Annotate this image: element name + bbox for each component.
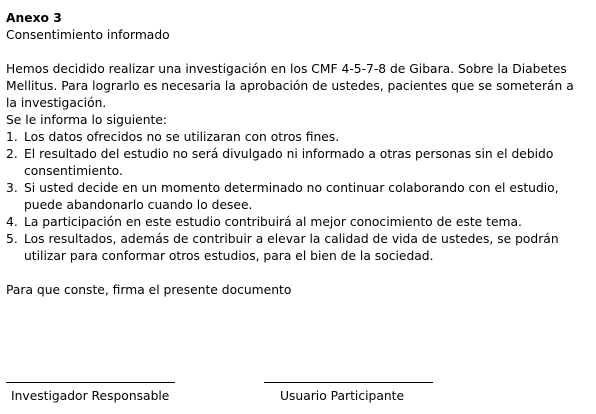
list-item	[6, 146, 592, 180]
signature-label: Investigador Responsable	[11, 389, 170, 403]
list-item-number: 5.	[6, 232, 18, 246]
intro-line-1: Hemos decidido realizar una investigación en los CMF 4-5-7-8 de Gibara. Sobre la Diabetes	[6, 62, 567, 76]
list-item-text: El resultado del estudio no será divulgado ni informado a otras personas sin el debido	[24, 147, 554, 161]
list-item	[6, 180, 592, 214]
list-item	[6, 214, 592, 231]
signature-participant	[264, 382, 433, 405]
intro-line-4: Se le informa lo siguiente:	[6, 113, 168, 127]
list-item-number: 3.	[6, 181, 18, 195]
spacer	[6, 265, 592, 282]
list-item	[6, 231, 592, 265]
closing-statement: Para que conste, firma el presente documento	[6, 283, 292, 297]
signature-line	[264, 382, 433, 383]
consent-document	[6, 10, 592, 299]
spacer	[6, 44, 592, 61]
signature-line	[6, 382, 175, 383]
list-item-text: Los resultados, además de contribuir a elevar la calidad de vida de ustedes, se podrán	[24, 232, 559, 246]
intro-line-2: Mellitus. Para lograrlo es necesaria la aprobación de ustedes, pacientes que se someterán a	[6, 79, 574, 93]
list-item-text: utilizar para conformar otros estudios, para el bien de la sociedad.	[24, 249, 434, 263]
list-item-text: consentimiento.	[24, 164, 123, 178]
list-item-text: puede abandonarlo cuando lo desee.	[24, 198, 253, 212]
intro-line-3: la investigación.	[6, 96, 107, 110]
signature-investigator	[6, 382, 175, 405]
list-item-number: 2.	[6, 147, 18, 161]
document-subtitle: Consentimiento informado	[6, 28, 170, 42]
list-item-number: 1.	[6, 130, 18, 144]
annex-title: Anexo 3	[6, 11, 62, 25]
list-item	[6, 129, 592, 146]
signature-label: Usuario Participante	[280, 389, 405, 403]
list-item-text: Los datos ofrecidos no se utilizaran con otros fines.	[24, 130, 340, 144]
list-item-text: Si usted decide en un momento determinado no continuar colaborando con el estudio,	[24, 181, 559, 195]
list-item-text: La participación en este estudio contribuirá al mejor conocimiento de este tema.	[24, 215, 522, 229]
information-list	[6, 129, 592, 265]
list-item-number: 4.	[6, 215, 18, 229]
